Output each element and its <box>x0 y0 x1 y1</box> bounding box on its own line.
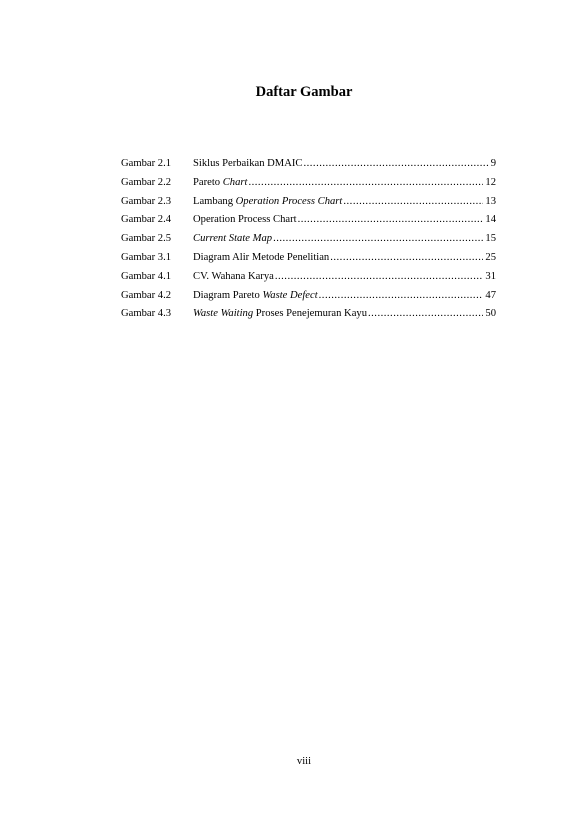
figure-entry-body <box>193 174 496 193</box>
figure-number: Gambar 2.3 <box>121 195 172 207</box>
figure-caption-text: Proses Penejemuran Kayu <box>253 308 367 320</box>
figure-caption-text: Pareto <box>193 176 223 188</box>
figure-caption <box>193 211 297 230</box>
figure-entry <box>121 249 496 268</box>
figure-number: Gambar 4.2 <box>121 289 172 301</box>
figure-number: Gambar 2.2 <box>121 176 172 188</box>
figure-caption <box>193 305 367 324</box>
figure-caption-italic: Waste Defect <box>262 289 318 301</box>
figure-page-number: 13 <box>485 195 496 207</box>
figure-caption-italic: Waste Waiting <box>193 308 254 320</box>
dot-leader <box>368 305 483 324</box>
figure-page-number: 47 <box>485 289 496 301</box>
dot-leader <box>343 193 483 212</box>
figure-entry-body <box>193 211 496 230</box>
figure-caption <box>193 268 274 287</box>
figure-caption <box>193 174 247 193</box>
figure-number: Gambar 3.1 <box>121 251 172 263</box>
figure-entry-body <box>193 249 496 268</box>
figure-caption <box>193 249 329 268</box>
figure-page-number: 50 <box>485 308 496 320</box>
figure-entry-body <box>193 287 496 306</box>
figure-caption-italic: Operation Process Chart <box>235 195 343 207</box>
dot-leader <box>275 268 484 287</box>
figure-caption-text: Lambang <box>193 195 236 207</box>
list-of-figures <box>121 155 496 324</box>
figure-entry-body <box>193 268 496 287</box>
figure-caption <box>193 287 318 306</box>
page-number: viii <box>296 756 312 767</box>
dot-leader <box>303 155 488 174</box>
page-title: Daftar Gambar <box>255 84 353 100</box>
figure-entry <box>121 193 496 212</box>
figure-caption <box>193 230 272 249</box>
figure-caption-text: Diagram Alir Metode Penelitian <box>193 251 330 263</box>
figure-caption-italic: Chart <box>222 176 248 188</box>
figure-caption <box>193 193 342 212</box>
figure-entry <box>121 268 496 287</box>
figure-number: Gambar 4.1 <box>121 270 172 282</box>
dot-leader <box>273 230 483 249</box>
figure-entry <box>121 155 496 174</box>
figure-caption-text: CV. Wahana Karya <box>193 270 274 282</box>
figure-caption-text: Siklus Perbaikan DMAIC <box>193 158 303 169</box>
dot-leader <box>319 287 484 306</box>
figure-page-number: 9 <box>490 158 496 169</box>
figure-entry-body <box>193 155 496 174</box>
figure-page-number: 31 <box>485 270 496 282</box>
figure-entry-body <box>193 193 496 212</box>
figure-page-number: 14 <box>485 214 496 226</box>
figure-page-number: 15 <box>485 233 496 245</box>
figure-entry <box>121 174 496 193</box>
figure-number: Gambar 2.1 <box>121 158 172 169</box>
figure-number: Gambar 2.5 <box>121 233 172 245</box>
figure-number: Gambar 2.4 <box>121 214 172 226</box>
figure-entry <box>121 287 496 306</box>
figure-caption-text: Operation Process Chart <box>193 214 297 226</box>
figure-entry <box>121 230 496 249</box>
dot-leader <box>248 174 483 193</box>
figure-number: Gambar 4.3 <box>121 308 172 320</box>
figure-caption <box>193 155 302 174</box>
figure-caption-italic: Current State Map <box>193 233 273 245</box>
figure-entry-body <box>193 230 496 249</box>
figure-page-number: 25 <box>485 251 496 263</box>
dot-leader <box>298 211 484 230</box>
figure-entry-body <box>193 305 496 324</box>
figure-page-number: 12 <box>485 176 496 188</box>
figure-entry <box>121 305 496 324</box>
figure-entry <box>121 211 496 230</box>
dot-leader <box>330 249 483 268</box>
figure-caption-text: Diagram Pareto <box>193 289 263 301</box>
